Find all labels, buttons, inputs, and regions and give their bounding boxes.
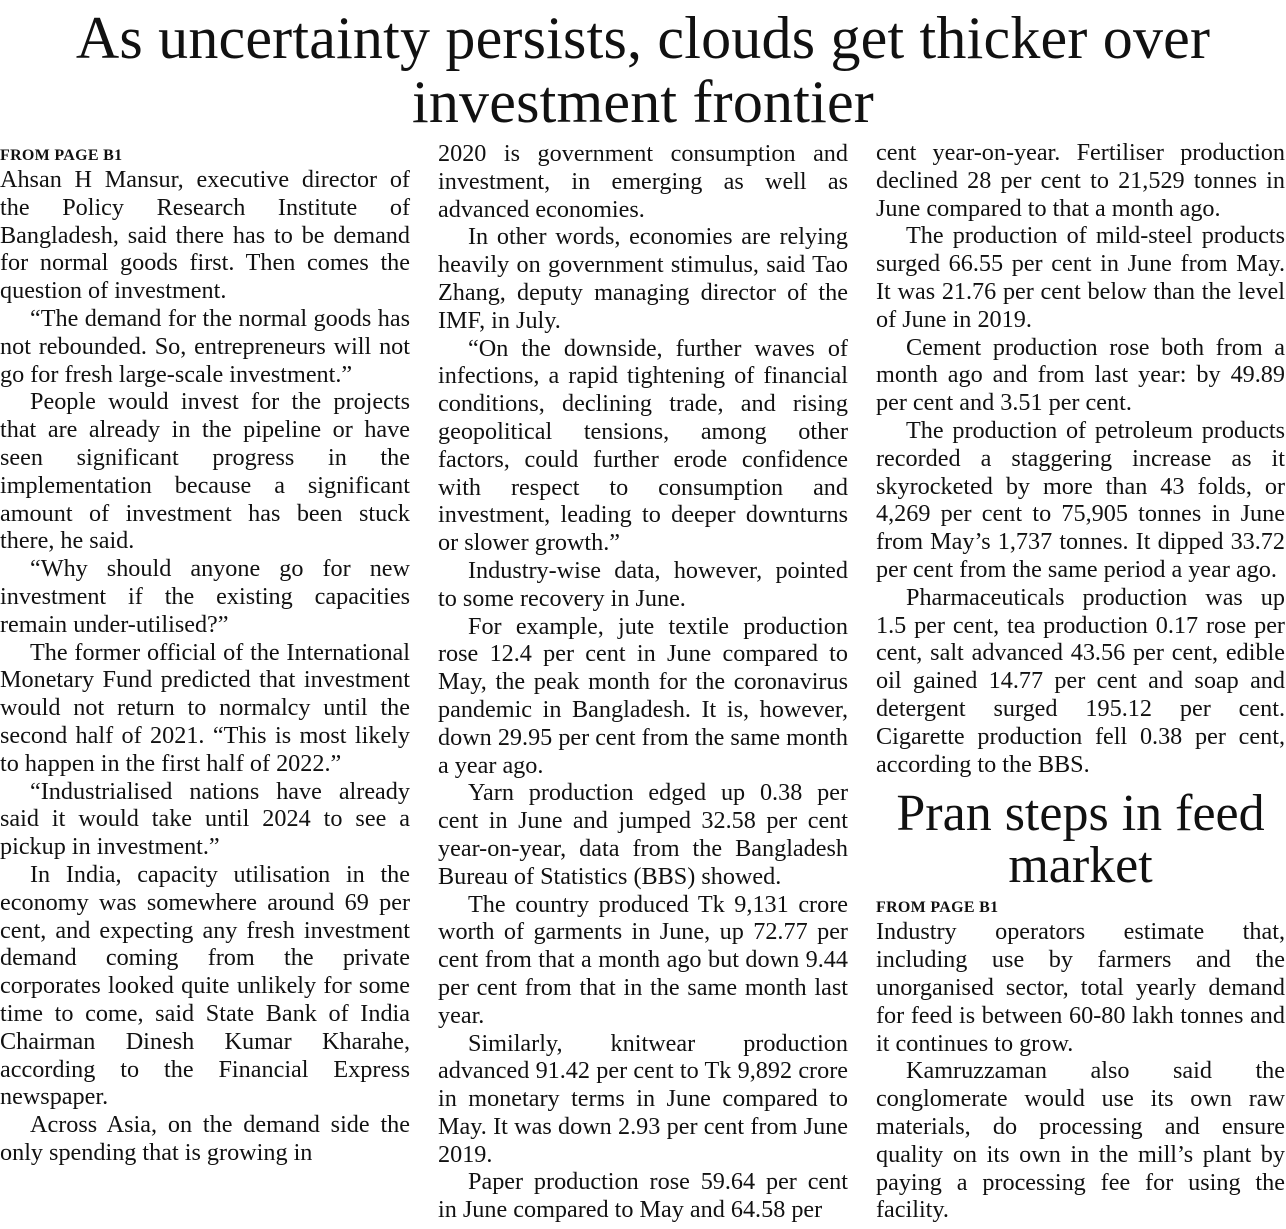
paragraph: The production of mild-steel products surged 66.55 per cent in June from May. It was 21.76 per cent below than the level of June in 2019. xyxy=(876,222,1285,333)
paragraph: Paper production rose 59.64 per cent in June compared to May and 64.58 per xyxy=(438,1168,848,1224)
second-story-headline: Pran steps in feed market xyxy=(896,785,1265,895)
from-page-kicker: FROM PAGE B1 xyxy=(0,147,123,164)
paragraph: Pharmaceuticals production was up 1.5 per cent, tea production 0.17 rose per cent, salt advanced 43.56 per cent, edible oil gained 14.77 per cent and soap and detergent surged 195.12 per cent. Cigarette production fell 0.38 per cent, according to the BBS. xyxy=(876,583,1285,778)
paragraph: “Industrialised nations have already said it would take until 2024 to see a pickup in investment.” xyxy=(0,777,410,861)
paragraph: Yarn production edged up 0.38 per cent in June and jumped 32.58 per cent year-on-year, data from the Bangladesh Bureau of Statistics (BBS) showed. xyxy=(438,779,848,890)
paragraph: Ahsan H Mansur, executive director of the Policy Research Institute of Bangladesh, said there has to be demand for normal goods first. Then comes the question of investment. xyxy=(0,166,410,305)
paragraph: Industry-wise data, however, pointed to some recovery in June. xyxy=(438,556,848,612)
paragraph: cent year-on-year. Fertiliser production declined 28 per cent to 21,529 tonnes in June compared to that a month ago. xyxy=(876,139,1285,222)
paragraph: The former official of the International Monetary Fund predicted that investment would not return to normalcy until the second half of 2021. “This is most likely to happen in the first half of 2022.” xyxy=(0,638,410,777)
headline: As uncertainty persists, clouds get thicker over investment frontier xyxy=(75,5,1211,135)
column-2 xyxy=(438,140,848,1224)
paragraph: 2020 is government consumption and investment, in emerging as well as advanced economies. xyxy=(438,140,848,223)
paragraph: Across Asia, on the demand side the only spending that is growing in xyxy=(0,1111,410,1166)
paragraph: In India, capacity utilisation in the economy was somewhere around 69 per cent, and expecting any fresh investment demand coming from the private corporates looked quite unlikely for some time to come, said State Bank of India Chairman Dinesh Kumar Kharahe, according to the Financial Express newspaper. xyxy=(0,860,410,1111)
paragraph: Similarly, knitwear production advanced 91.42 per cent to Tk 9,892 crore in monetary terms in June compared to May. It was down 2.93 per cent from June 2019. xyxy=(438,1029,848,1168)
from-page-kicker: FROM PAGE B1 xyxy=(876,899,999,917)
paragraph: Industry operators estimate that, including use by farmers and the unorganised sector, total yearly demand for feed is between 60-80 lakh tonnes and it continues to grow. xyxy=(876,918,1285,1057)
column-1 xyxy=(0,146,410,1167)
paragraph: The production of petroleum products recorded a staggering increase as it skyrocketed by more than 43 folds, or 4,269 per cent to 75,905 tonnes in June from May’s 1,737 tonnes. It dipped 33.72 per cent from the same period a year ago. xyxy=(876,416,1285,583)
paragraph: People would invest for the projects that are already in the pipeline or have seen significant progress in the implementation because a significant amount of investment has been stuck there, he said. xyxy=(0,388,410,555)
paragraph: Cement production rose both from a month ago and from last year: by 49.89 per cent and 3.51 per cent. xyxy=(876,333,1285,417)
paragraph: For example, jute textile production rose 12.4 per cent in June compared to May, the peak month for the coronavirus pandemic in Bangladesh. It is, however, down 29.95 per cent from the same month a year ago. xyxy=(438,612,848,779)
paragraph: In other words, economies are relying heavily on government stimulus, said Tao Zhang, deputy managing director of the IMF, in July. xyxy=(438,223,848,334)
column-3 xyxy=(876,139,1285,1224)
paragraph: Kamruzzaman also said the conglomerate would use its own raw materials, do processing and ensure quality on its own in the mill’s plant by paying a processing fee for using the facility. xyxy=(876,1057,1285,1224)
paragraph: The country produced Tk 9,131 crore worth of garments in June, up 72.77 per cent from that a month ago but down 9.44 per cent from that in the same month last year. xyxy=(438,890,848,1029)
paragraph: “Why should anyone go for new investment if the existing capacities remain under-utilised?” xyxy=(0,555,410,638)
paragraph: “The demand for the normal goods has not rebounded. So, entrepreneurs will not go for fresh large-scale investment.” xyxy=(0,304,410,388)
paragraph: “On the downside, further waves of infections, a rapid tightening of financial conditions, declining trade, and rising geopolitical tensions, among other factors, could further erode confidence with respect to consumption and investment, leading to deeper downturns or slower growth.” xyxy=(438,334,848,557)
